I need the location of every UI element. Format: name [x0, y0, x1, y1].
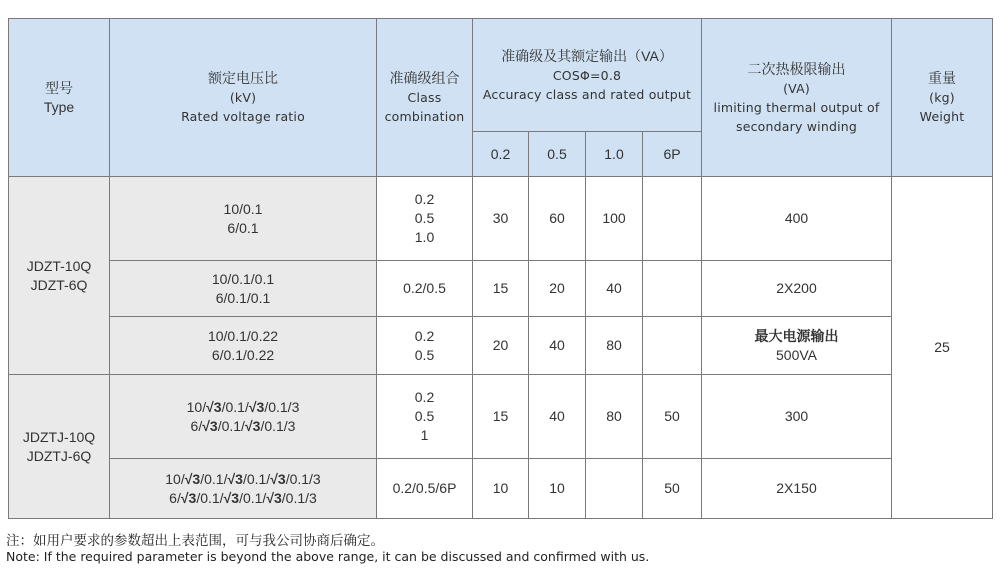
thermal-max-value: 500VA	[776, 346, 818, 363]
output-6p-cell	[643, 317, 702, 375]
output-1-0-cell: 80	[586, 375, 643, 459]
output-1-0-cell: 100	[586, 177, 643, 261]
ratio-line-10: 10/√3/0.1/√3/0.1/√3/0.1/3	[165, 470, 321, 487]
table-row	[9, 261, 993, 317]
thermal-max-label: 最大电源输出	[754, 327, 839, 344]
class-cell: 0.2/0.5	[377, 261, 473, 317]
type-cell: JDZT-10Q JDZT-6Q	[9, 177, 110, 375]
thermal-cell: 2X200	[702, 261, 892, 317]
header-accuracy-cos: COSΦ=0.8	[552, 67, 622, 83]
header-weight	[892, 19, 993, 177]
thermal-cell: 300	[702, 375, 892, 459]
header-accuracy	[473, 19, 702, 132]
ratio-line-6: 6/√3/0.1/√3/0.1/√3/0.1/3	[169, 489, 317, 506]
output-0-5-cell: 40	[529, 317, 586, 375]
header-weight-en: Weight	[919, 109, 965, 124]
weight-cell: 25	[892, 177, 993, 519]
header-weight-unit: (kg)	[929, 90, 955, 105]
note-english: Note: If the required parameter is beyond the above range, it can be discussed and confirmed with us.	[6, 549, 650, 564]
header-class-en: Class combination	[384, 90, 465, 124]
output-6p-cell	[643, 177, 702, 261]
output-1-0-cell: 80	[586, 317, 643, 375]
class-cell: 0.2 0.5 1.0	[377, 177, 473, 261]
ratio-cell: 10/0.1 6/0.1	[110, 177, 377, 261]
header-ratio-en: Rated voltage ratio	[181, 109, 305, 124]
thermal-cell	[702, 317, 892, 375]
header-type-cn: 型号	[45, 79, 73, 96]
output-0-2-cell: 15	[473, 261, 529, 317]
output-0-5-cell: 60	[529, 177, 586, 261]
thermal-cell: 400	[702, 177, 892, 261]
header-ratio	[110, 19, 377, 177]
header-thermal	[702, 19, 892, 177]
header-thermal-unit: (VA)	[783, 80, 810, 96]
header-ratio-cn: 额定电压比	[208, 70, 278, 86]
output-1-0-cell: 40	[586, 261, 643, 317]
output-0-5-cell: 20	[529, 261, 586, 317]
header-class-1-0: 1.0	[586, 132, 643, 177]
header-type	[9, 19, 110, 177]
output-0-2-cell: 20	[473, 317, 529, 375]
class-cell: 0.2/0.5/6P	[377, 459, 473, 519]
header-thermal-cn: 二次热极限输出	[747, 60, 846, 77]
header-accuracy-en: Accuracy class and rated output	[482, 86, 692, 102]
table-row	[9, 317, 993, 375]
table-row	[9, 375, 993, 459]
output-0-5-cell: 40	[529, 375, 586, 459]
ratio-cell: 10/0.1/0.22 6/0.1/0.22	[110, 317, 377, 375]
output-0-5-cell: 10	[529, 459, 586, 519]
ratio-line-10: 10/√3/0.1/√3/0.1/3	[186, 398, 300, 415]
header-class-cn: 准确级组合	[389, 70, 460, 86]
header-type-en: Type	[43, 98, 75, 115]
header-class-0-2: 0.2	[473, 132, 529, 177]
header-weight-cn: 重量	[928, 70, 957, 86]
header-thermal-en: limiting thermal output of secondary winding	[713, 99, 880, 134]
table-row	[9, 177, 993, 261]
class-cell: 0.2 0.5 1	[377, 375, 473, 459]
note-chinese: 注：如用户要求的参数超出上表范围，可与我公司协商后确定。	[6, 533, 384, 548]
output-6p-cell: 50	[643, 459, 702, 519]
spec-table	[8, 18, 993, 519]
output-0-2-cell: 10	[473, 459, 529, 519]
thermal-cell: 2X150	[702, 459, 892, 519]
class-cell: 0.2 0.5	[377, 317, 473, 375]
header-class-6p: 6P	[643, 132, 702, 177]
header-ratio-unit: (kV)	[229, 90, 257, 105]
output-6p-cell	[643, 261, 702, 317]
output-6p-cell: 50	[643, 375, 702, 459]
ratio-cell	[110, 375, 377, 459]
ratio-line-6: 6/√3/0.1/√3/0.1/3	[190, 417, 296, 434]
output-0-2-cell: 30	[473, 177, 529, 261]
header-class	[377, 19, 473, 177]
ratio-cell: 10/0.1/0.1 6/0.1/0.1	[110, 261, 377, 317]
ratio-cell	[110, 459, 377, 519]
output-1-0-cell	[586, 459, 643, 519]
header-accuracy-cn: 准确级及其额定输出（VA）	[501, 47, 673, 64]
header-class-0-5: 0.5	[529, 132, 586, 177]
output-0-2-cell: 15	[473, 375, 529, 459]
type-cell: JDZTJ-10Q JDZTJ-6Q	[9, 375, 110, 519]
table-row	[9, 459, 993, 519]
